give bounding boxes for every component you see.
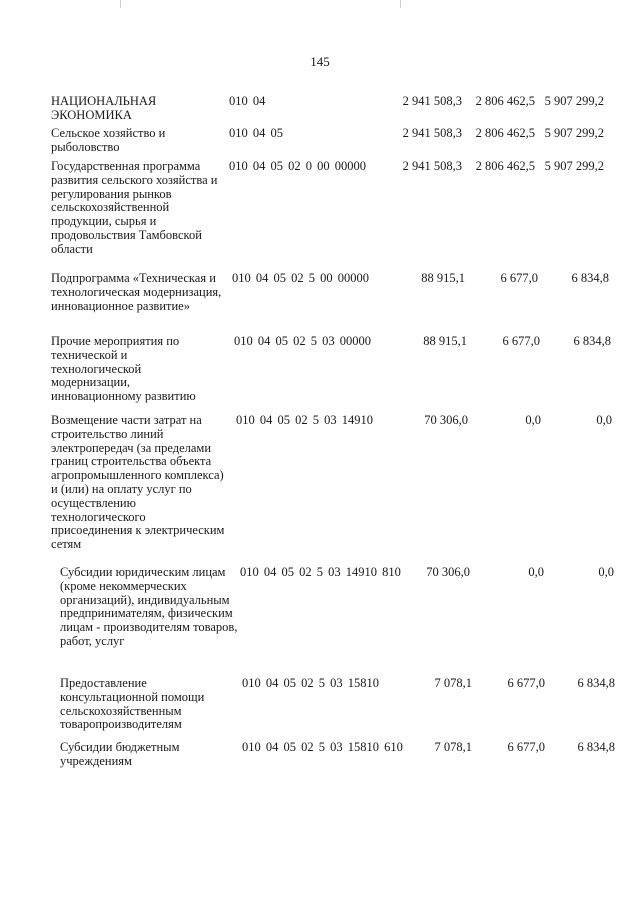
- row-name: Подпрограмма «Техническая и технологическая модернизация, инновационное развитие»: [51, 271, 222, 313]
- row-name: Прочие мероприятия по технической и технологической модернизации, инновационному развитию: [51, 334, 196, 404]
- row-code: 010 04 05 02 5 00 00000: [232, 271, 369, 285]
- row-code: 010 04 05 02 5 03 14910: [236, 413, 373, 427]
- row-name: Государственная программа развития сельского хозяйства и регулирования рынков сельскохозяйственной продукции, сырья и продовольствия Тамбовской области: [51, 159, 218, 256]
- row-code: 010 04 05 02 5 03 15810: [242, 676, 379, 690]
- row-value-1: 2 941 508,3: [402, 126, 462, 140]
- page-number: 145: [310, 54, 330, 69]
- row-name: НАЦИОНАЛЬНАЯ ЭКОНОМИКА: [51, 94, 157, 122]
- row-value-3: 6 834,8: [573, 334, 611, 348]
- row-code: 010 04 05 02 5 03 14910 810: [240, 565, 401, 579]
- row-value-1: 70 306,0: [426, 565, 470, 579]
- row-value-2: 6 677,0: [507, 676, 545, 690]
- row-value-2: 6 677,0: [500, 271, 538, 285]
- row-name: Возмещение части затрат на строительство линий электропередач (за пределами границ строительства объекта агропромышленного комплекса) и (или) на оплату услуг по осуществлению технологического присоединения к электрическим сетям: [51, 413, 225, 552]
- row-value-1: 2 941 508,3: [402, 159, 462, 173]
- row-value-2: 6 677,0: [507, 740, 545, 754]
- row-code: 010 04 05 02 5 03 00000: [234, 334, 371, 348]
- row-name: Предоставление консультационной помощи сельскохозяйственным товаропроизводителям: [60, 676, 205, 732]
- row-value-2: 0,0: [528, 565, 544, 579]
- row-name: Субсидии юридическим лицам (кроме некоммерческих организаций), индивидуальным предпринимателям, физическим лицам - производителям товаров, работ, услуг: [60, 565, 238, 648]
- row-value-1: 88 915,1: [421, 271, 465, 285]
- row-value-2: 6 677,0: [502, 334, 540, 348]
- row-value-3: 0,0: [598, 565, 614, 579]
- row-value-2: 2 806 462,5: [475, 126, 535, 140]
- scan-edge-mark: [400, 0, 401, 8]
- row-code: 010 04 05 02 5 03 15810 610: [242, 740, 403, 754]
- row-value-1: 88 915,1: [423, 334, 467, 348]
- row-value-1: 7 078,1: [434, 676, 472, 690]
- row-value-2: 0,0: [525, 413, 541, 427]
- row-code: 010 04 05 02 0 00 00000: [229, 159, 366, 173]
- row-code: 010 04 05: [229, 126, 283, 140]
- row-value-1: 7 078,1: [434, 740, 472, 754]
- row-code: 010 04: [229, 94, 266, 108]
- row-value-3: 0,0: [596, 413, 612, 427]
- row-value-3: 6 834,8: [577, 740, 615, 754]
- row-value-3: 6 834,8: [577, 676, 615, 690]
- row-name: Субсидии бюджетным учреждениям: [60, 740, 180, 768]
- row-value-3: 6 834,8: [571, 271, 609, 285]
- scan-edge-mark: [120, 0, 121, 8]
- row-value-3: 5 907 299,2: [544, 126, 604, 140]
- row-value-3: 5 907 299,2: [544, 94, 604, 108]
- row-value-1: 70 306,0: [424, 413, 468, 427]
- row-value-3: 5 907 299,2: [544, 159, 604, 173]
- row-name: Сельское хозяйство и рыболовство: [51, 126, 166, 154]
- row-value-2: 2 806 462,5: [475, 159, 535, 173]
- row-value-2: 2 806 462,5: [475, 94, 535, 108]
- row-value-1: 2 941 508,3: [402, 94, 462, 108]
